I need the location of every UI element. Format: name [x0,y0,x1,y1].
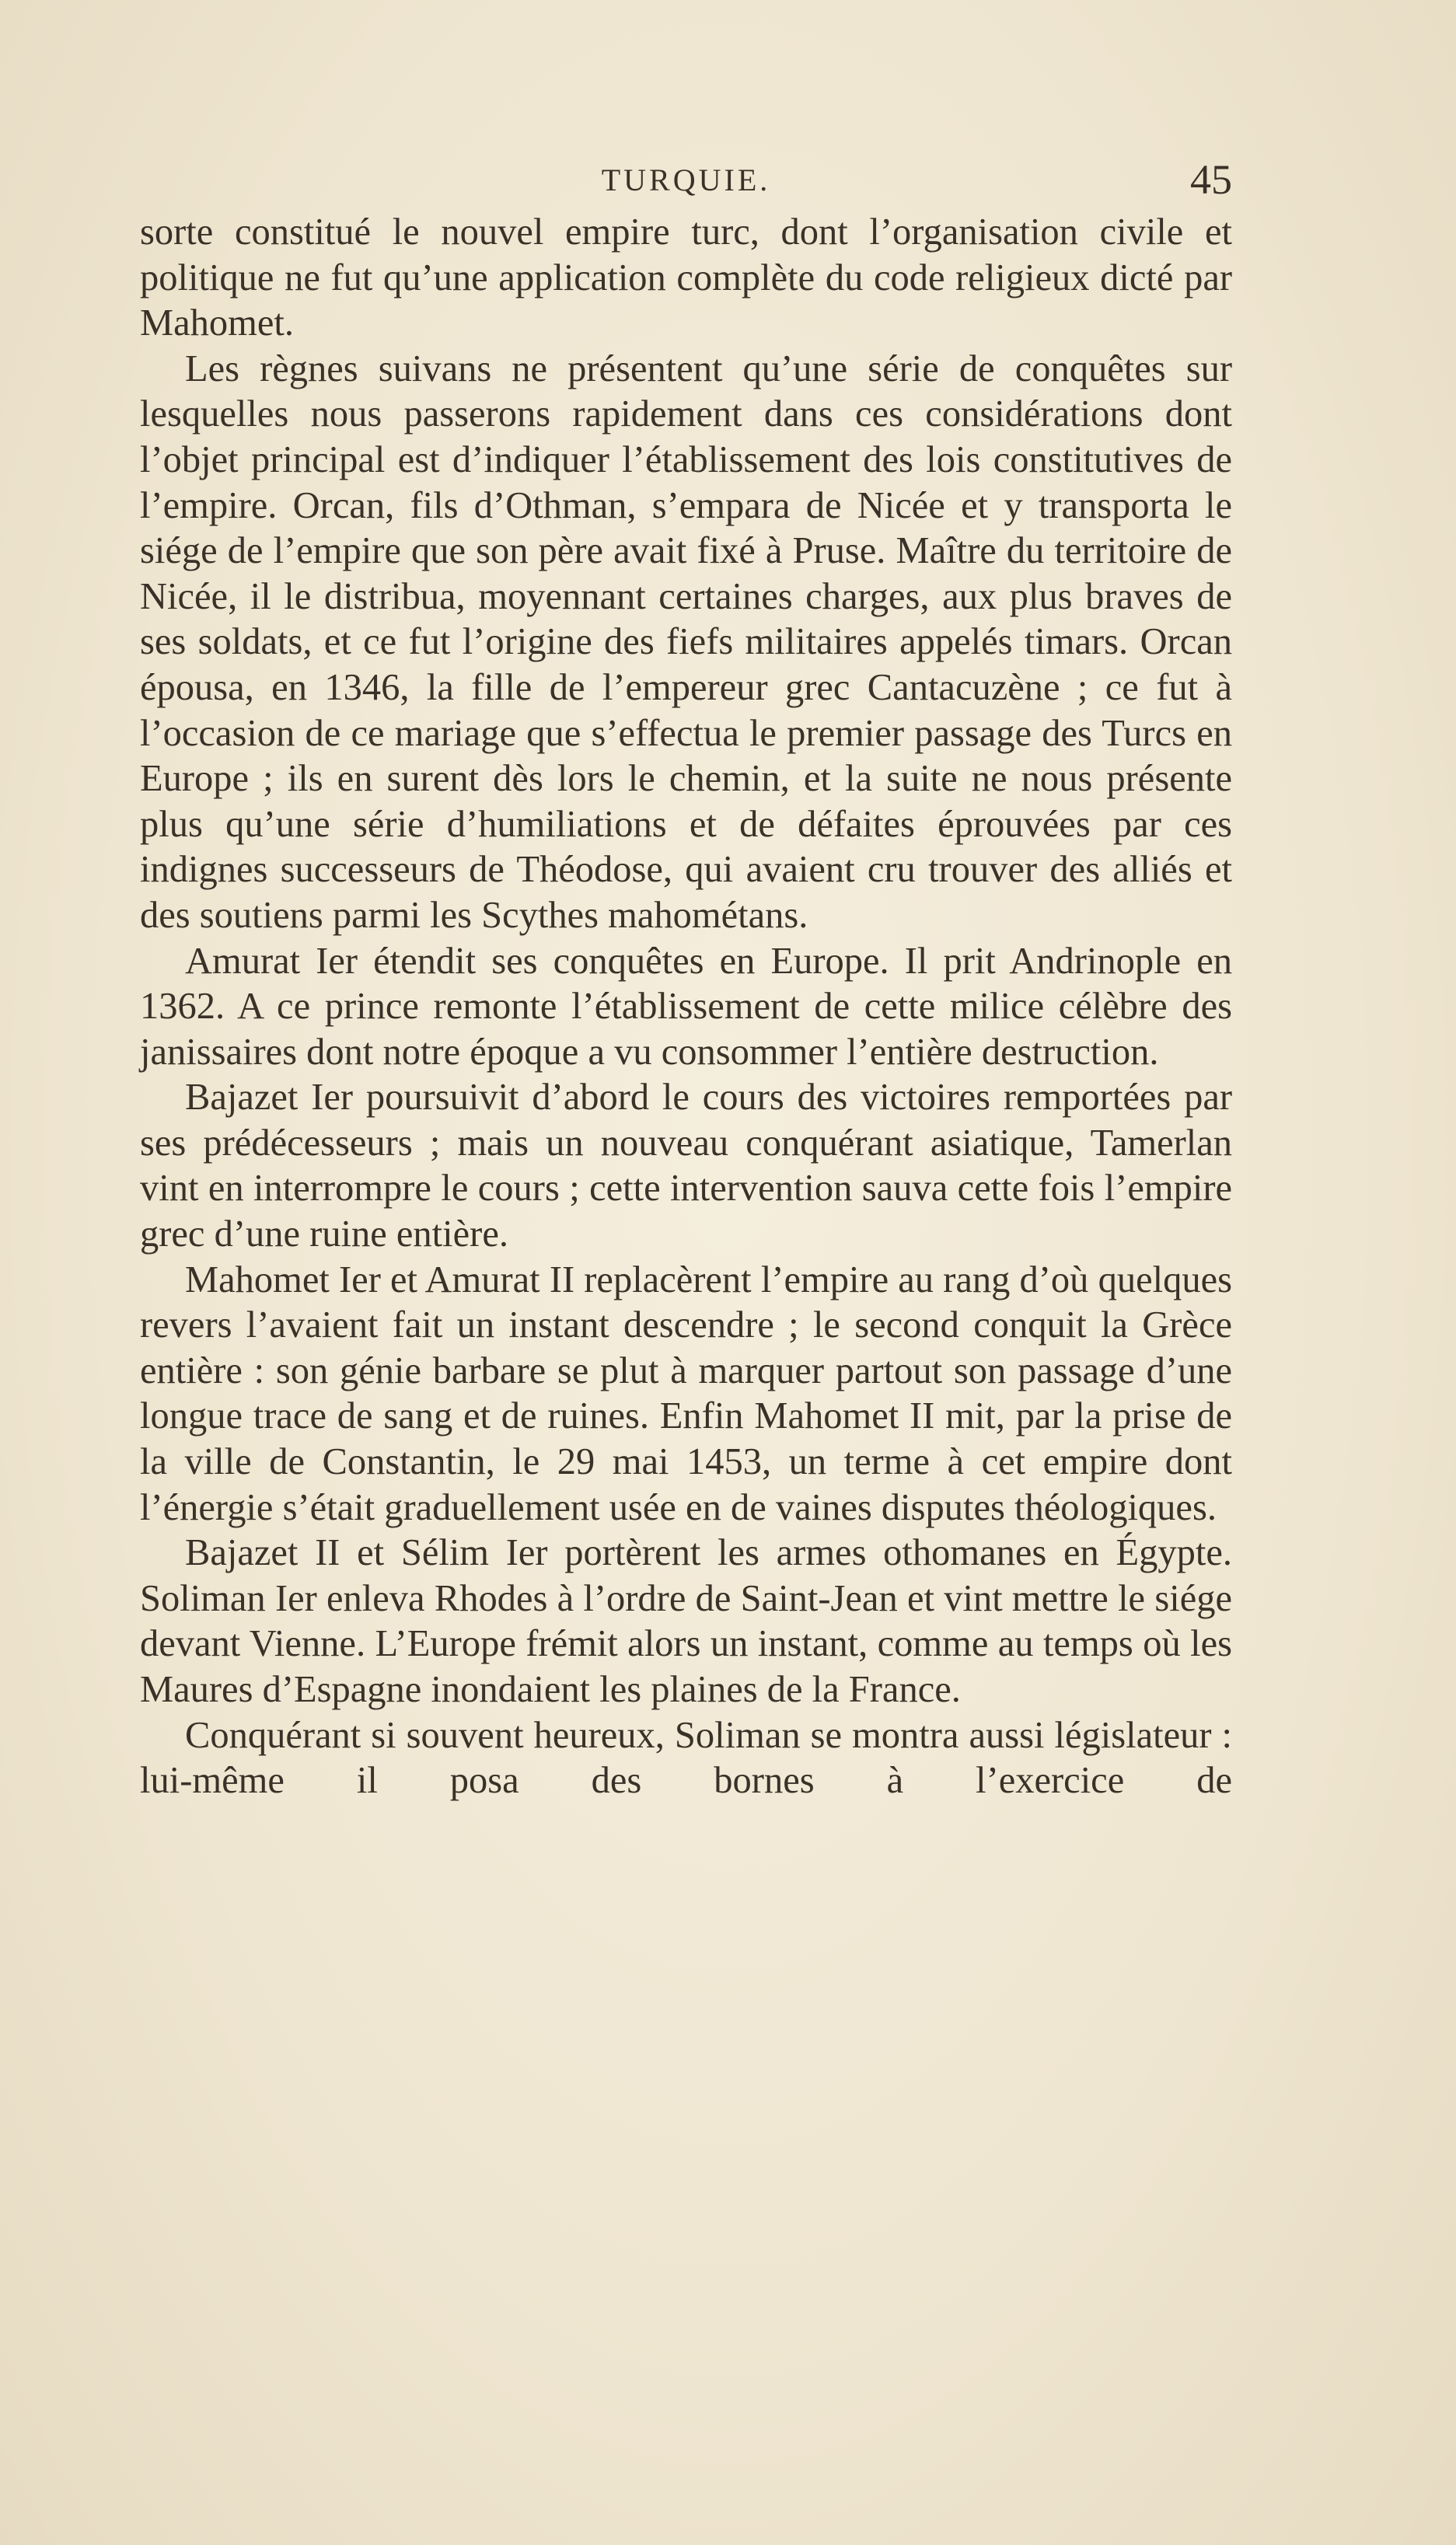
running-head [140,155,1232,210]
paragraph-4: Bajazet Ier poursuivit d’abord le cours des victoires remportées par ses prédécesseurs ; mais un nouveau conquérant asiatique, Tamerlan vint en interrompre le cours ; cette intervention sauva cette fois l’empire grec d’une ruine entière. [140,1077,1232,1255]
paragraph-1: sorte constitué le nouvel empire turc, dont l’organisation civile et politique ne fut qu’une application complète du code religieux dicté par Mahomet. [140,211,1232,344]
page-number: 45 [1190,156,1232,203]
running-title: TURQUIE. [601,162,771,197]
paragraph-5: Mahomet Ier et Amurat II replacèrent l’empire au rang d’où quelques revers l’avaient fait un instant descendre ; le second conquit la Grèce entière : son génie barbare se plut à marquer partout son passage d’une longue trace de sang et de ruines. Enfin Mahomet II mit, par la prise de la ville de Constantin, le 29 mai 1453, un terme à cet empire dont l’énergie s’était graduellement usée en de vaines disputes théologiques. [140,1259,1232,1528]
paragraph-2: Les règnes suivans ne présentent qu’une série de conquêtes sur lesquelles nous passerons rapidement dans ces considérations dont l’objet principal est d’indiquer l’établissement des lois constitutives de l’empire. Orcan, fils d’Othman, s’empara de Nicée et y transporta le siége de l’empire que son père avait fixé à Pruse. Maître du territoire de Nicée, il le distribua, moyennant certaines charges, aux plus braves de ses soldats, et ce fut l’origine des fiefs militaires appelés timars. Orcan épousa, en 1346, la fille de l’empereur grec Cantacuzène ; ce fut à l’occasion de ce mariage que s’effectua le premier passage des Turcs en Europe ; ils en surent dès lors le chemin, et la suite ne nous présente plus qu’une série d’humiliations et de défaites éprouvées par ces indignes successeurs de Théodose, qui avaient cru trouver des alliés et des soutiens parmi les Scythes mahométans. [140,347,1232,936]
body-text [140,210,1232,1804]
paragraph-3: Amurat Ier étendit ses conquêtes en Europe. Il prit Andrinople en 1362. A ce prince remonte l’établissement de cette milice célèbre des janissaires dont notre époque a vu consommer l’entière destruction. [140,940,1232,1073]
paragraph-7: Conquérant si souvent heureux, Soliman se montra aussi législateur : lui-même il posa des bornes à l’exercice de [140,1714,1232,1802]
paragraph-6: Bajazet II et Sélim Ier portèrent les armes othomanes en Égypte. Soliman Ier enleva Rhodes à l’ordre de Saint-Jean et vint mettre le siége devant Vienne. L’Europe frémit alors un instant, comme au temps où les Maures d’Espagne inondaient les plaines de la France. [140,1532,1232,1710]
